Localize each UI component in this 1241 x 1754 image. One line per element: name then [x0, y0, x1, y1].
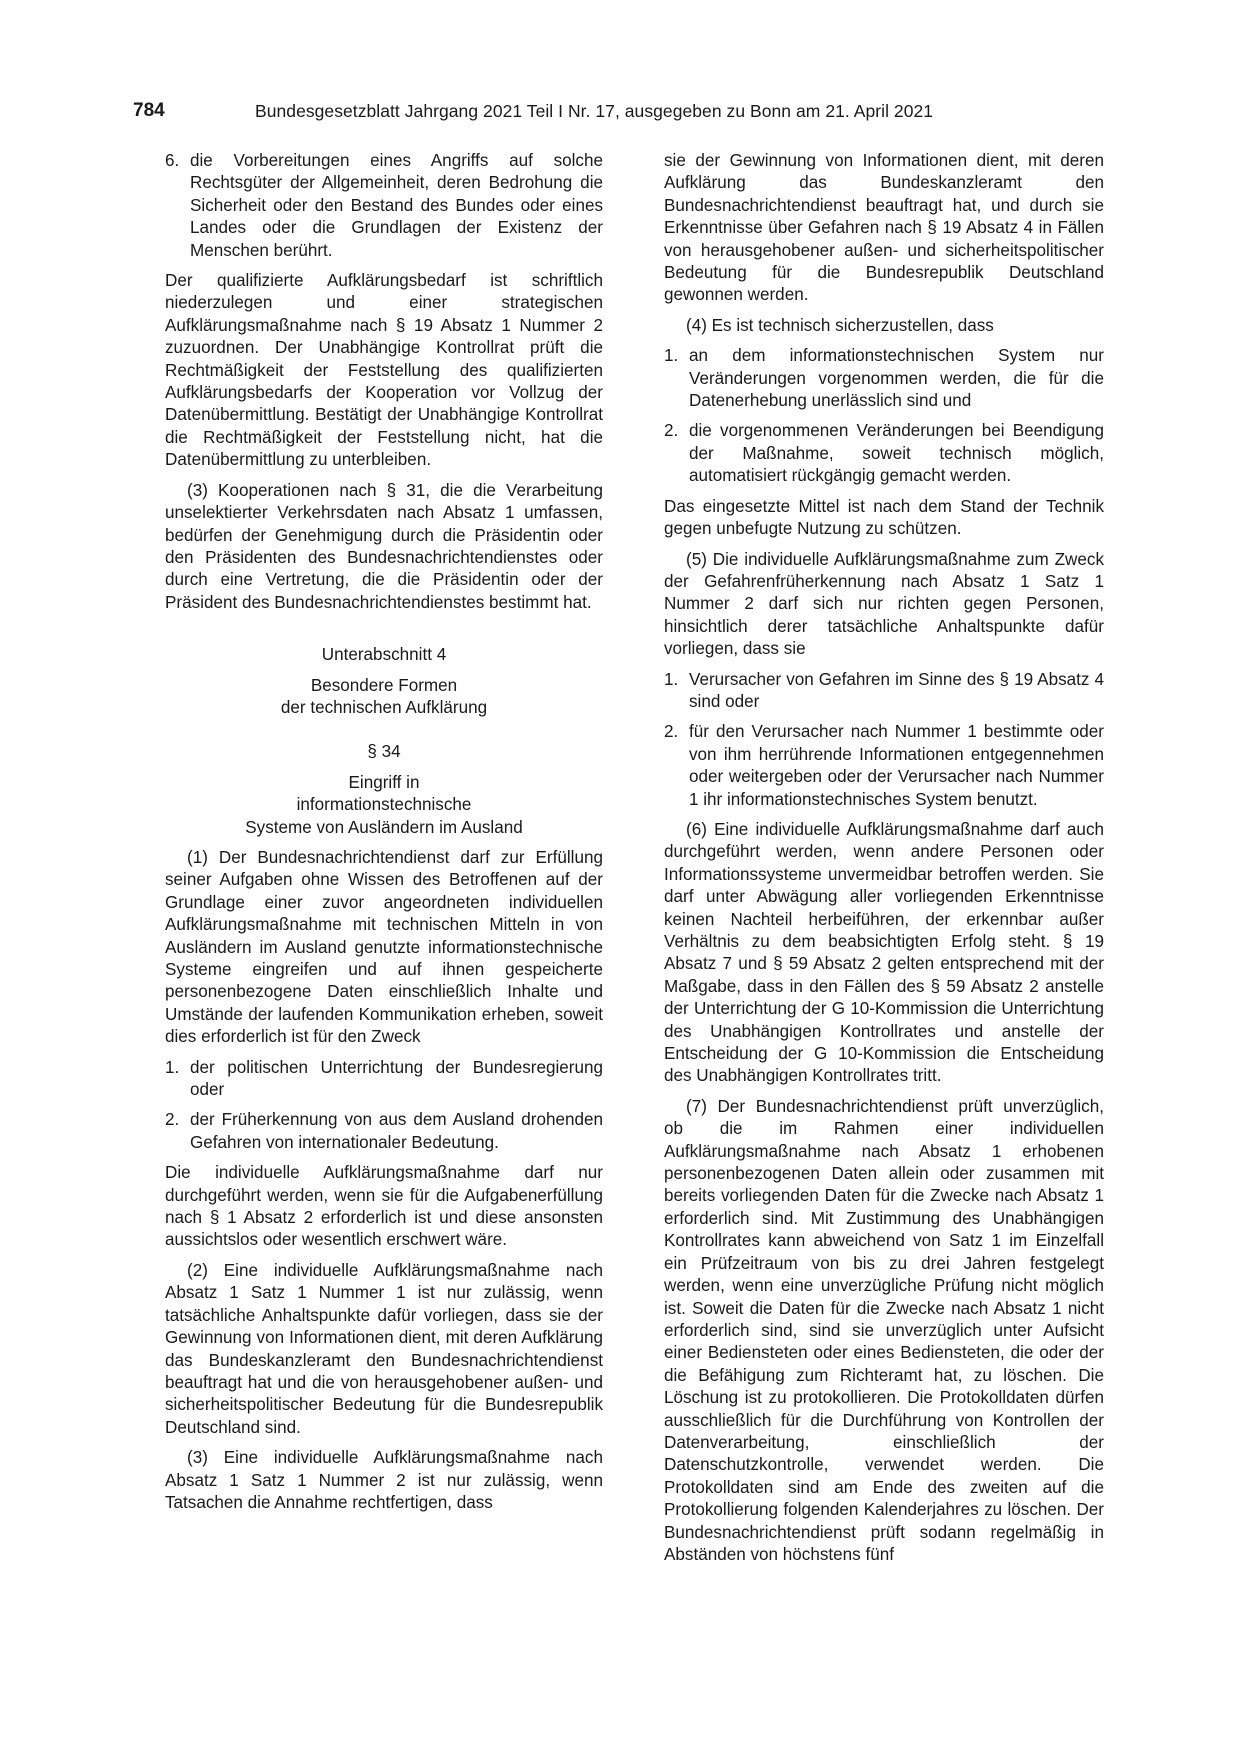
- list-item: [664, 721, 1104, 811]
- list-item: [165, 1057, 603, 1102]
- section-number: § 34: [367, 742, 401, 762]
- list-number: 6.: [165, 151, 180, 170]
- paragraph-continuation: sie der Gewinnung von Informationen dient, mit deren Aufklärung das Bundeskanzleramt den Bundesnachrichtendienst beauftragt hat, und durch sie Erkenntnisse über Gefahren nach § 19 Absatz 4 in Fällen von herausgehobener außen- und sicherheitspolitischer Bedeutung für die Bundesrepublik Deutschland gewonnen werden.: [664, 151, 1104, 305]
- list-item: [664, 669, 1104, 714]
- list-number: 1.: [664, 346, 679, 366]
- paragraph-mittel: Das eingesetzte Mittel ist nach dem Stand der Technik gegen unbefugte Nutzung zu schützen.: [664, 496, 1104, 539]
- paragraph-abs2: (2) Eine individuelle Aufklärungsmaßnahme nach Absatz 1 Satz 1 Nummer 1 ist nur zulässig, wenn tatsächliche Anhaltspunkte dafür vorliegen, dass sie der Gewinnung von Informationen dient, mit deren Aufklärung das Bundeskanzleramt den Bundesnachrichtendienst beauftragt hat und die von herausgehobener außen- und sicherheitspolitischer Bedeutung für die Bundesrepublik Deutschland sind.: [165, 1260, 603, 1437]
- paragraph-abs6: (6) Eine individuelle Aufklärungsmaßnahme darf auch durchgeführt werden, wenn andere Personen oder Informationssysteme unvermeidbar betroffen werden. Sie darf unter Abwägung aller vorliegenden Erkenntnisse keinen Nachteil herbeiführen, der erkennbar außer Verhältnis zu dem beabsichtigten Erfolg steht. § 19 Absatz 7 und § 59 Absatz 2 gelten entsprechend mit der Maßgabe, dass in den Fällen des § 59 Absatz 2 anstelle der Unterrichtung der G 10-Kommission die Unterrichtung des Unabhängigen Kontrollrates und anstelle der Entscheidung der G 10-Kommission die Entscheidung des Unabhängigen Kontrollrates tritt.: [664, 819, 1104, 1086]
- list-text: Verursacher von Gefahren im Sinne des § 19 Absatz 4 sind oder: [689, 669, 1104, 711]
- list-number: 2.: [664, 421, 679, 441]
- section-title-line1: Eingriff in: [348, 772, 420, 792]
- list-number: 2.: [664, 722, 679, 742]
- page-number: 784: [133, 100, 165, 121]
- subsection-title-line2: der technischen Aufklärung: [280, 697, 488, 717]
- right-column: [664, 150, 1104, 1574]
- list-item: [165, 1109, 603, 1154]
- list-text: der Früherkennung von aus dem Ausland drohenden Gefahren von internationaler Bedeutung.: [190, 1110, 603, 1152]
- list-item: [664, 420, 1104, 487]
- section-title-line2: informationstechnische: [296, 795, 472, 815]
- paragraph-abs1: (1) Der Bundesnachrichtendienst darf zur Erfüllung seiner Aufgaben ohne Wissen des Betroffenen auf der Grundlage einer zuvor angeordneten individuellen Aufklärungsmaßnahme mit technischen Mitteln in von Ausländern im Ausland genutzte informationstechnische Systeme eingreifen und auf ihnen gespeicherte personenbezogene Daten einschließlich Inhalte und Umstände der laufenden Kommunikation erheben, soweit dies erforderlich ist für den Zweck: [165, 847, 603, 1047]
- list-text: für den Verursacher nach Nummer 1 bestimmte oder von ihm herrührende Informationen entgegennehmen oder weitergeben oder der Verursacher nach Nummer 1 ihr informationstechnisches System benutzt.: [689, 722, 1104, 809]
- subsection-title-line1: Besondere Formen: [310, 675, 458, 695]
- paragraph-qualifiziert: Der qualifizierte Aufklärungsbedarf ist schriftlich niederzulegen und einer strategischen Aufklärungsmaßnahme nach § 19 Absatz 1 Nummer 2 zuzuordnen. Der Unabhängige Kontrollrat prüft die Rechtmäßigkeit der Feststellung des qualifizierten Aufklärungsbedarfs der Kooperation vor Vollzug der Datenübermittlung. Bestätigt der Unabhängige Kontrollrat die Rechtmäßigkeit der Feststellung nicht, hat die Datenübermittlung zu unterbleiben.: [165, 271, 603, 470]
- list-text: an dem informationstechnischen System nur Veränderungen vorgenommen werden, die für die Datenerhebung unerlässlich sind und: [689, 346, 1104, 411]
- left-column: [165, 150, 603, 1522]
- paragraph-abs7: (7) Der Bundesnachrichtendienst prüft unverzüglich, ob die im Rahmen einer individuellen Aufklärungsmaßnahme nach Absatz 1 erhobenen personenbezogenen Daten allein oder zusammen mit bereits vorliegenden Daten für die Zwecke nach Absatz 1 erforderlich sind. Mit Zustimmung des Unabhängigen Kontrollrates kann abweichend von Satz 1 im Einzelfall ein Prüfzeitraum von bis zu drei Jahren festgelegt werden, wenn eine unverzügliche Prüfung nicht möglich ist. Soweit die Daten für die Zwecke nach Absatz 1 nicht erforderlich sind, sind sie unverzüglich unter Aufsicht einer Bediensteten oder eines Bediensteten, die oder der die Befähigung zum Richteramt hat, zu löschen. Die Löschung ist zu protokollieren. Die Protokolldaten dürfen ausschließlich für die Durchführung von Kontrollen der Datenverarbeitung, einschließlich der Datenschutzkontrolle, verwendet werden. Die Protokolldaten sind am Ende des zweiten auf die Protokollierung folgenden Kalenderjahres zu löschen. Der Bundesnachrichtendienst prüft sodann regelmäßig in Abständen von höchstens fünf: [664, 1096, 1104, 1564]
- list-item: [165, 150, 603, 262]
- list-number: 1.: [664, 669, 679, 689]
- paragraph-abs3: (3) Eine individuelle Aufklärungsmaßnahme nach Absatz 1 Satz 1 Nummer 2 ist nur zulässig, wenn Tatsachen die Annahme rechtfertigen, dass: [165, 1448, 603, 1512]
- paragraph-abs4: (4) Es ist technisch sicherzustellen, dass: [686, 315, 994, 335]
- running-title: Bundesgesetzblatt Jahrgang 2021 Teil I Nr. 17, ausgegeben zu Bonn am 21. April 2021: [255, 101, 934, 121]
- list-text: die Vorbereitungen eines Angriffs auf solche Rechtsgüter der Allgemeinheit, deren Bedrohung die Sicherheit oder den Bestand des Bundes oder eines Landes oder die Grundlagen der Existenz der Menschen berührt.: [190, 151, 603, 260]
- paragraph-abs3-kooperation: (3) Kooperationen nach § 31, die die Verarbeitung unselektierter Verkehrsdaten nach Absatz 1 umfassen, bedürfen der Genehmigung durch die Präsidentin oder den Präsidenten des Bundesnachrichtendienstes oder durch eine Vertretung, die die Präsidentin oder der Präsident des Bundesnachrichtendienstes bestimmt hat.: [165, 480, 603, 612]
- list-item: [664, 345, 1104, 412]
- list-number: 2.: [165, 1110, 180, 1130]
- paragraph-abs5: (5) Die individuelle Aufklärungsmaßnahme zum Zweck der Gefahrenfrüherkennung nach Absatz 1 Satz 1 Nummer 2 darf sich nur richten gegen Personen, hinsichtlich derer tatsächliche Anhaltspunkte dafür vorliegen, dass sie: [664, 549, 1104, 659]
- page-header: [133, 100, 1108, 130]
- list-text: die vorgenommenen Veränderungen bei Beendigung der Maßnahme, soweit technisch möglich, automatisiert rückgängig gemacht werden.: [689, 421, 1104, 486]
- list-number: 1.: [165, 1057, 180, 1077]
- section-title-line3: Systeme von Ausländern im Ausland: [245, 817, 523, 837]
- paragraph-individuelle: Die individuelle Aufklärungsmaßnahme darf nur durchgeführt werden, wenn sie für die Aufgabenerfüllung nach § 1 Absatz 2 erforderlich ist und diese ansonsten aussichtslos oder wesentlich erschwert wäre.: [165, 1163, 603, 1250]
- list-text: der politischen Unterrichtung der Bundesregierung oder: [190, 1057, 603, 1100]
- subsection-heading: Unterabschnitt 4: [321, 645, 447, 665]
